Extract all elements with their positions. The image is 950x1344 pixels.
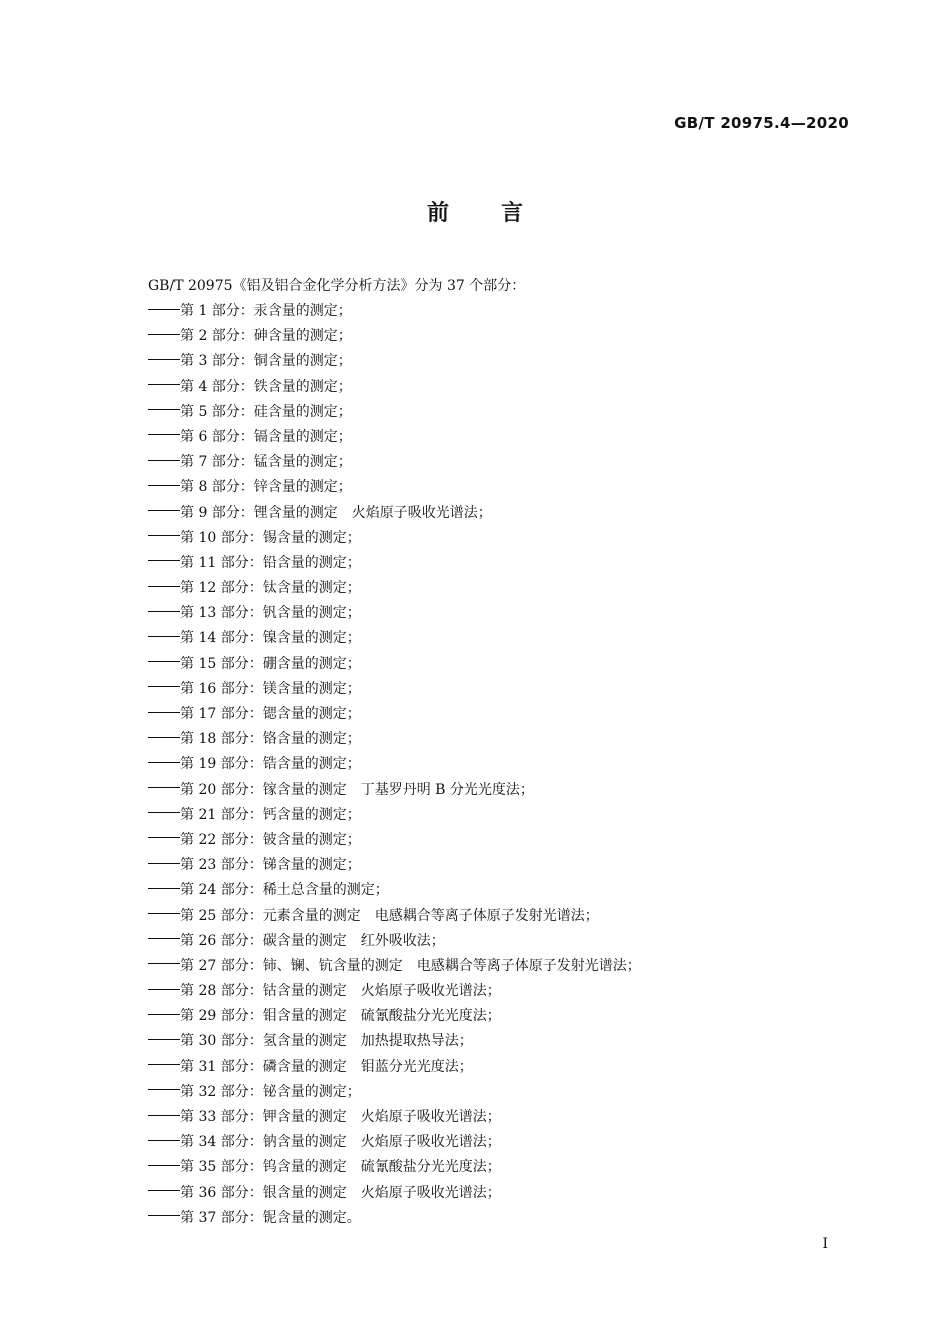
list-item <box>148 981 641 1006</box>
list-item <box>148 452 641 477</box>
dash-marker <box>148 787 180 788</box>
list-item <box>148 1031 641 1056</box>
list-item <box>148 1082 641 1107</box>
list-item <box>148 880 641 905</box>
list-item <box>148 326 641 351</box>
dash-marker <box>148 812 180 813</box>
dash-marker <box>148 888 180 889</box>
list-item <box>148 780 641 805</box>
dash-marker <box>148 1039 180 1040</box>
list-item <box>148 1006 641 1031</box>
part-text: 第 33 部分：钾含量的测定 火焰原子吸收光谱法； <box>180 1109 501 1125</box>
list-item <box>148 906 641 931</box>
list-item <box>148 528 641 553</box>
dash-marker <box>148 913 180 914</box>
part-text: 第 6 部分：镉含量的测定； <box>180 428 352 445</box>
page-number: I <box>822 1236 828 1252</box>
list-item <box>148 704 641 729</box>
part-text: 第 26 部分：碳含量的测定 红外吸收法； <box>180 932 445 949</box>
part-text: 第 22 部分：铍含量的测定； <box>180 831 361 848</box>
part-text: 第 32 部分：铋含量的测定； <box>180 1083 361 1100</box>
title-char-2: 言 <box>501 201 524 226</box>
list-item <box>148 1183 641 1208</box>
dash-marker <box>148 334 180 335</box>
dash-marker <box>148 309 180 310</box>
list-item <box>148 578 641 603</box>
part-text: 第 27 部分：铈、镧、钪含量的测定 电感耦合等离子体原子发射光谱法； <box>180 957 641 974</box>
dash-marker <box>148 1089 180 1090</box>
part-text: 第 29 部分：钼含量的测定 硫氰酸盐分光光度法； <box>180 1008 501 1025</box>
list-item <box>148 830 641 855</box>
dash-marker <box>148 460 180 461</box>
list-item <box>148 654 641 679</box>
dash-marker <box>148 1064 180 1065</box>
dash-marker <box>148 1014 180 1015</box>
list-item <box>148 931 641 956</box>
list-item <box>148 628 641 653</box>
dash-marker <box>148 686 180 687</box>
dash-marker <box>148 586 180 587</box>
list-item <box>148 1107 641 1132</box>
part-text: 第 14 部分：镍含量的测定； <box>180 630 361 647</box>
part-text: 第 10 部分：锡含量的测定； <box>180 529 361 546</box>
part-text: 第 12 部分：钛含量的测定； <box>180 580 361 597</box>
part-text: 第 2 部分：砷含量的测定； <box>180 328 352 345</box>
list-item <box>148 1157 641 1182</box>
part-text: 第 21 部分：钙含量的测定； <box>180 806 361 823</box>
list-item <box>148 956 641 981</box>
dash-marker <box>148 1140 180 1141</box>
list-item <box>148 805 641 830</box>
dash-marker <box>148 1190 180 1191</box>
dash-marker <box>148 938 180 939</box>
dash-marker <box>148 762 180 763</box>
list-item <box>148 679 641 704</box>
dash-marker <box>148 384 180 385</box>
dash-marker <box>148 434 180 435</box>
list-item <box>148 351 641 376</box>
intro-paragraph: GB/T 20975《铝及铝合金化学分析方法》分为 37 个部分： <box>148 278 526 294</box>
part-text: 第 17 部分：锶含量的测定； <box>180 706 361 722</box>
part-text: 第 24 部分：稀土总含量的测定； <box>180 882 389 899</box>
list-item <box>148 1057 641 1082</box>
part-text: 第 15 部分：硼含量的测定； <box>180 655 361 672</box>
part-text: 第 18 部分：铬含量的测定； <box>180 731 361 748</box>
list-item <box>148 503 641 528</box>
dash-marker <box>148 989 180 990</box>
part-text: 第 30 部分：氢含量的测定 加热提取热导法； <box>180 1033 473 1050</box>
dash-marker <box>148 611 180 612</box>
part-text: 第 34 部分：钠含量的测定 火焰原子吸收光谱法； <box>180 1134 501 1151</box>
list-item <box>148 1132 641 1157</box>
part-text: 第 1 部分：汞含量的测定； <box>180 303 352 319</box>
title-char-1: 前 <box>426 201 449 226</box>
part-text: 第 11 部分：铅含量的测定； <box>180 554 361 571</box>
dash-marker <box>148 863 180 864</box>
dash-marker <box>148 535 180 536</box>
dash-marker <box>148 560 180 561</box>
part-text: 第 36 部分：银含量的测定 火焰原子吸收光谱法； <box>180 1184 501 1201</box>
list-item <box>148 855 641 880</box>
part-text: 第 31 部分：磷含量的测定 钼蓝分光光度法； <box>180 1058 473 1075</box>
list-item <box>148 427 641 452</box>
part-text: 第 8 部分：锌含量的测定； <box>180 479 352 496</box>
part-text: 第 16 部分：镁含量的测定； <box>180 680 361 697</box>
part-text: 第 25 部分：元素含量的测定 电感耦合等离子体原子发射光谱法； <box>180 907 599 924</box>
part-text: 第 37 部分：铌含量的测定。 <box>180 1209 361 1226</box>
part-text: 第 19 部分：锆含量的测定； <box>180 756 361 773</box>
standard-number: GB/T 20975.4—2020 <box>674 114 849 132</box>
list-item <box>148 729 641 754</box>
part-text: 第 20 部分：镓含量的测定 丁基罗丹明 B 分光光度法； <box>180 781 534 798</box>
part-text: 第 35 部分：钨含量的测定 硫氰酸盐分光光度法； <box>180 1159 501 1176</box>
part-text: 第 28 部分：钴含量的测定 火焰原子吸收光谱法； <box>180 983 501 1000</box>
part-text: 第 23 部分：锑含量的测定； <box>180 857 361 874</box>
list-item <box>148 1208 641 1233</box>
dash-marker <box>148 1215 180 1216</box>
dash-marker <box>148 409 180 410</box>
dash-marker <box>148 712 180 713</box>
list-item <box>148 754 641 779</box>
list-item <box>148 402 641 427</box>
list-item <box>148 603 641 628</box>
part-text: 第 4 部分：铁含量的测定； <box>180 378 352 395</box>
part-text: 第 3 部分：铜含量的测定； <box>180 353 352 370</box>
dash-marker <box>148 510 180 511</box>
dash-marker <box>148 1165 180 1166</box>
list-item <box>148 377 641 402</box>
part-text: 第 7 部分：锰含量的测定； <box>180 454 352 471</box>
parts-list <box>148 301 641 1233</box>
dash-marker <box>148 737 180 738</box>
dash-marker <box>148 485 180 486</box>
dash-marker <box>148 661 180 662</box>
list-item <box>148 477 641 502</box>
list-item <box>148 301 641 326</box>
dash-marker <box>148 837 180 838</box>
part-text: 第 9 部分：锂含量的测定 火焰原子吸收光谱法； <box>180 504 492 521</box>
part-text: 第 13 部分：钒含量的测定； <box>180 605 361 622</box>
dash-marker <box>148 963 180 964</box>
dash-marker <box>148 359 180 360</box>
list-item <box>148 553 641 578</box>
dash-marker <box>148 636 180 637</box>
part-text: 第 5 部分：硅含量的测定； <box>180 403 352 420</box>
dash-marker <box>148 1115 180 1116</box>
page-title <box>0 196 950 227</box>
